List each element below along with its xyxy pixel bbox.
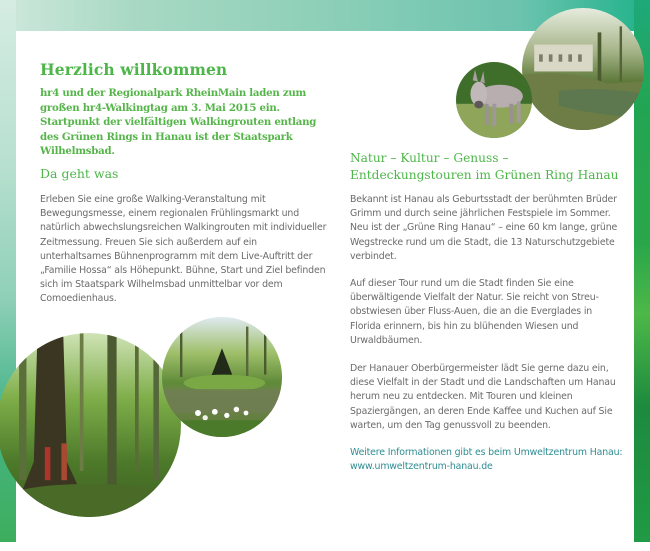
section-text: Erleben Sie eine große Walking-Veranstaltung mit Bewegungsmesse, einem regionalen Frühlingsmarkt und natürlich abwechslungsreichen Walkingrouten mit individueller Zeitmessung. Freuen Sie sich außerdem auf ein unterhaltsames Bühnenprogramm mit dem Live-Auftritt der „Familie Hossa“ als Höhepunkt. Bühne, Start und Ziel befinden sich im Staatspark Wilhelmsbad unmittelbar vor dem Comoedienhaus.	[40, 194, 327, 305]
forest-photo	[0, 333, 181, 517]
pyramid-photo	[162, 317, 282, 437]
house-photo	[522, 8, 644, 130]
section-title: Da geht was	[40, 166, 119, 181]
tours-title: Natur – Kultur – Genuss – Entdeckungstouren im Grünen Ring Hanau	[350, 151, 619, 182]
donkey-photo	[456, 62, 532, 138]
info-link-text[interactable]: Weitere Informationen gibt es beim Umweltzentrum Hanau: www.umweltzentrum-hanau.de	[350, 447, 623, 473]
welcome-title: Herzlich willkommen	[40, 60, 228, 79]
paragraph-mayor: Der Hanauer Oberbürgermeister lädt Sie gerne dazu ein, diese Vielfalt in der Stadt und die Landschaften um Hanau herum neu zu entdecken. Mit Touren und kleinen Spaziergängen, an deren Ende Kaffee und Kuchen auf Sie warten, um den Tag genussvoll zu beenden.	[350, 363, 616, 431]
paragraph-grimm: Bekannt ist Hanau als Geburtsstadt der berühmten Brüder Grimm und durch seine jährlichen Festspiele im Sommer. Neu ist der „Grüne Ring Hanau“ – eine 60 km lange, grüne Wegstrecke rund um die Stadt, die 13 Naturschutzgebiete verbindet.	[350, 194, 618, 262]
intro-text: hr4 und der Regionalpark RheinMain laden zum großen hr4-Walkingtag am 3. Mai 2015 ein. Startpunkt der vielfältigen Walkingrouten entlang des Grünen Rings in Hanau ist der Staatspark Wilhelmsbad.	[40, 87, 317, 158]
paragraph-nature: Auf dieser Tour rund um die Stadt finden Sie eine überwältigende Vielfalt der Natur. Sie reicht von Streu-obstwiesen über Fluss-Auen, die an die Everglades in Florida erinnern, bis hin zu blühenden Wiesen und Urwaldbäumen.	[350, 278, 599, 346]
